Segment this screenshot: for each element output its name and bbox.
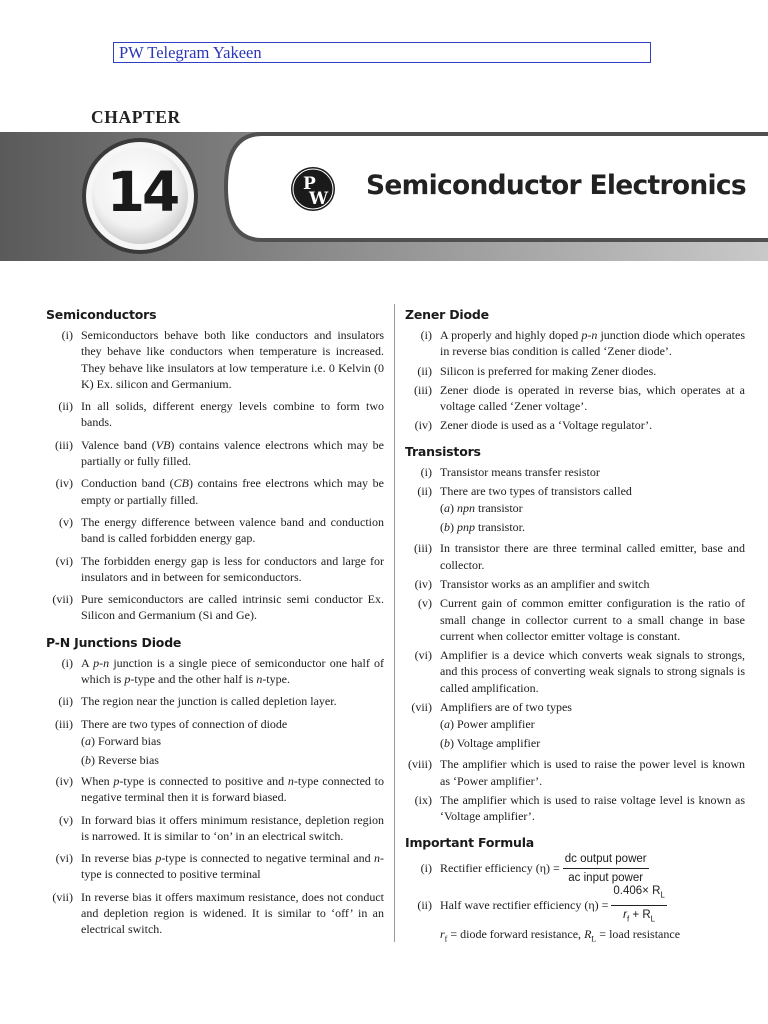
list-item: (i) Transistor means transfer resistor	[420, 464, 600, 479]
list-item: (ii) The region near the junction is called depletion layer.	[58, 694, 337, 709]
column-divider	[394, 304, 395, 942]
section-heading-semiconductors: Semiconductors	[46, 307, 157, 322]
sub-item: (a) npn transistor	[440, 501, 523, 516]
list-item: (vi) The forbidden energy gap is less for conductors and large for insulators and in between for semiconductors.	[55, 553, 384, 584]
formula-rectifier-efficiency: (i) Rectifier efficiency (η) = $\frac{\text{dc output power}}{\text{ac input power}}$	[405, 852, 745, 886]
section-heading-zener: Zener Diode	[405, 307, 489, 322]
section-heading-transistors: Transistors	[405, 443, 481, 459]
chapter-number: 14	[106, 160, 178, 224]
list-item: (iii) Valence band (VB) contains valence electrons which may be partially or fully filled.	[55, 437, 385, 469]
list-item: (ii) There are two types of transistors called	[417, 484, 632, 499]
list-item: (ii) In all solids, different energy levels combine to form two bands.	[58, 399, 384, 430]
chapter-title: Semiconductor Electronics	[366, 170, 746, 201]
sub-item: (b) Voltage amplifier	[440, 736, 541, 751]
list-item: (ii) Silicon is preferred for making Zener diodes.	[417, 363, 657, 378]
list-item: (iii) In transistor there are three terminal called emitter, base and collector.	[414, 541, 745, 572]
svg-text:P: P	[303, 174, 316, 194]
list-item: (iv) Transistor works as an amplifier and switch	[414, 576, 650, 591]
list-item: (v) Current gain of common emitter configuration is the ratio of small change in collector current to a small change in base current when collector emitter voltage is constant.	[418, 596, 745, 643]
list-item: (vii) Amplifiers are of two types	[411, 700, 572, 715]
list-item: (v) In forward bias it offers minimum resistance, depletion region is narrowed. It is similar to ‘on’ in an electrical switch.	[59, 812, 384, 843]
fraction: $\frac{\text{dc output power}}{\text{ac input power}}$	[564, 852, 647, 885]
left-column	[46, 306, 384, 938]
telegram-banner[interactable]: PW Telegram Yakeen	[113, 42, 651, 63]
sub-item: (a) Power amplifier	[440, 717, 535, 732]
list-item: (vii) In reverse bias it offers maximum resistance, does not conduct and depletion region is widened. It is similar to ‘off’ in an electrical switch.	[52, 889, 384, 937]
list-item: (iv) When p-type is connected to positive and n-type connected to negative terminal then it is forward biased.	[55, 773, 384, 805]
list-item: (vi) In reverse bias p-type is connected to negative terminal and n-type is connected to positive terminal	[55, 851, 385, 882]
list-item: (iii) There are two types of connection of diode	[55, 716, 288, 731]
svg-text:W: W	[309, 189, 329, 209]
list-item: (vi) Amplifier is a device which converts weak signals to strongs, and this process of converting weak signals to strong signals is called amplification.	[414, 648, 745, 695]
formula-note: $r_f$ = diode forward resistance, $R_L$ = load resistance	[440, 926, 681, 943]
list-item: (i) A p-n junction is a single piece of semiconductor one half of which is p-type and the other half is n-type.	[61, 655, 384, 687]
list-item: (v) The energy difference between valence band and conduction band is called forbidden energy gap.	[59, 514, 384, 546]
list-item: (iv) Zener diode is used as a ‘Voltage regulator’.	[414, 418, 653, 433]
sub-item: (b) Reverse bias	[81, 752, 159, 767]
sub-item: (b) pnp transistor.	[440, 520, 525, 535]
list-item: (ix) The amplifier which is used to raise voltage level is known as ‘Voltage amplifier’.	[414, 792, 745, 824]
formula-half-wave-efficiency: (ii) Half wave rectifier efficiency (η) = $\frac{0.406\times R_L}{r_f + R_L}$	[405, 886, 745, 926]
list-item: (i) Semiconductors behave both like conductors and insulators they behave like conductors when temperature is increased. They behave like insulators at low temperature i.e. 0 Kelvin (0 K) Ex. silicon and Germanium.	[61, 328, 384, 391]
list-item: (iv) Conduction band (CB) contains free electrons which may be empty or partially filled.	[55, 476, 384, 507]
fraction: $\frac{0.406\times R_L}{r_f + R_L}$	[613, 885, 665, 924]
list-item: (vii) Pure semiconductors are called intrinsic semi conductor Ex. Silicon and Germanium (Si and Ge).	[52, 592, 384, 623]
list-item: (viii) The amplifier which is used to raise the power level is known as ‘Power amplifier’.	[408, 757, 745, 788]
right-column	[405, 306, 745, 947]
list-item: (i) A properly and highly doped p-n junction diode which operates in reverse bias condition is called ‘Zener diode’.	[420, 328, 746, 359]
list-item: (iii) Zener diode is operated in reverse bias, which operates at a voltage called ‘Zener voltage’.	[414, 382, 745, 414]
section-heading-formula: Important Formula	[405, 834, 535, 850]
chapter-label: CHAPTER	[91, 107, 181, 127]
section-heading-pn-junction: P-N Junctions Diode	[46, 634, 182, 650]
pw-logo-icon	[288, 164, 338, 214]
sub-item: (a) Forward bias	[81, 733, 161, 748]
